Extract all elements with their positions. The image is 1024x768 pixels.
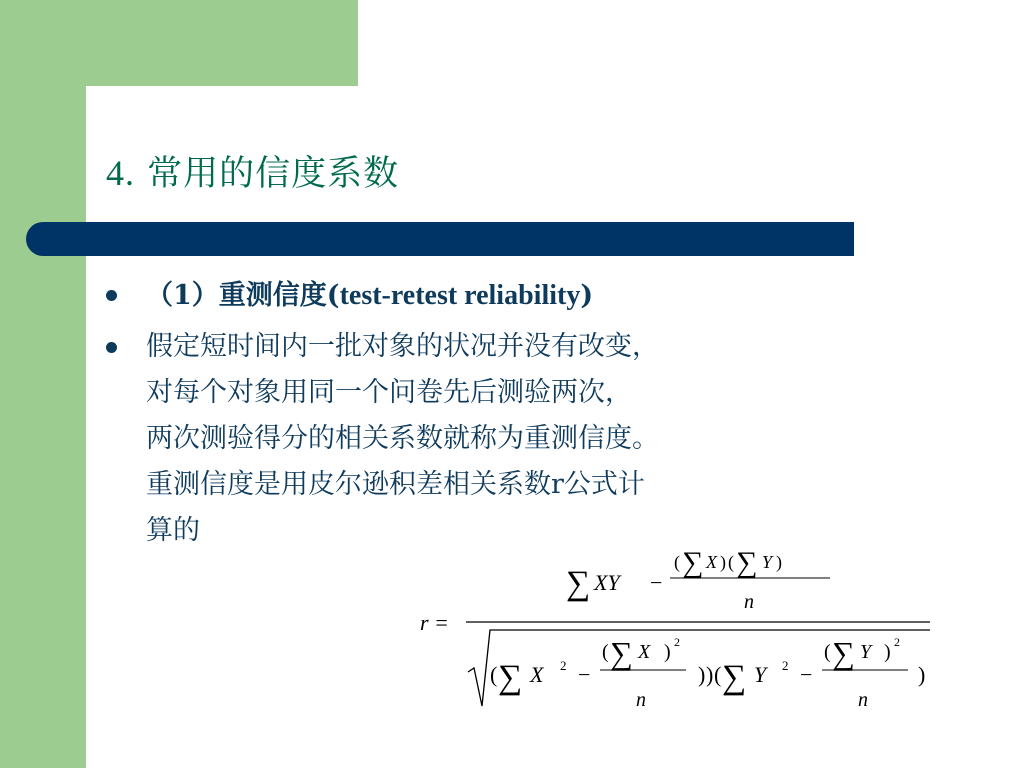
definition-line: 算的	[146, 515, 200, 546]
bullet1-close: )	[580, 280, 594, 311]
numerator-xy: XY	[594, 570, 620, 595]
slide-title	[106, 146, 399, 196]
definition-line: 两次测验得分的相关系数就称为重测信度。	[146, 423, 659, 454]
paren: (	[490, 662, 498, 687]
bullet-dot	[106, 290, 117, 301]
bullet-item-definition	[106, 324, 906, 554]
paren: )	[706, 662, 714, 687]
minus-sign: −	[800, 662, 813, 687]
numerator-minus: −	[650, 570, 663, 595]
sum-symbol: ∑	[566, 565, 591, 602]
sum-symbol: ∑	[736, 546, 758, 579]
bullet-dot	[106, 342, 117, 353]
paren: )	[720, 552, 726, 572]
var-y: Y	[860, 641, 872, 663]
exponent: 2	[674, 635, 680, 649]
pearson-formula	[418, 544, 938, 714]
title-divider-bar	[26, 222, 854, 256]
minus-sign: −	[578, 662, 591, 687]
var-x: X	[706, 552, 717, 572]
var-n: n	[858, 689, 868, 711]
exponent: 2	[560, 658, 567, 673]
definition-line: 对每个对象用同一个问卷先后测验两次，	[146, 377, 632, 408]
paren: (	[674, 552, 680, 572]
paren: )	[884, 641, 891, 663]
content-top	[358, 0, 1024, 140]
definition-line: 假定短时间内一批对象的状况并没有改变，	[146, 331, 659, 362]
sum-symbol: ∑	[722, 659, 747, 696]
paren: (	[824, 641, 831, 663]
formula-svg	[418, 544, 938, 714]
var-y: Y	[762, 552, 773, 572]
formula-r: r =	[420, 610, 449, 635]
title-number: 4.	[106, 153, 135, 193]
exponent: 2	[894, 635, 900, 649]
definition-line: 重测信度是用皮尔逊积差相关系数r公式计	[146, 469, 645, 500]
sum-symbol: ∑	[832, 635, 855, 671]
var-n: n	[636, 689, 646, 711]
paren: )	[776, 552, 782, 572]
paren: (	[714, 662, 722, 687]
bullet1-english: test-retest reliability	[339, 280, 581, 311]
top-green-band	[0, 0, 358, 86]
paren: (	[602, 641, 609, 663]
sum-symbol: ∑	[498, 659, 523, 696]
sum-symbol: ∑	[682, 546, 704, 579]
var-n: n	[744, 591, 754, 613]
var-x: X	[638, 641, 651, 663]
title-text: 常用的信度系数	[147, 154, 400, 194]
left-green-band	[0, 0, 86, 768]
paren: )	[918, 662, 926, 687]
paren: (	[728, 552, 734, 572]
bullet-item-retest	[106, 272, 906, 320]
bullet-list	[106, 272, 906, 554]
sum-symbol: ∑	[610, 635, 633, 671]
paren: )	[698, 662, 706, 687]
bullet1-chinese: （1）重测信度(	[146, 280, 340, 311]
var-x: X	[530, 662, 544, 687]
exponent: 2	[782, 658, 789, 673]
paren: )	[664, 641, 671, 663]
var-y: Y	[754, 662, 767, 687]
